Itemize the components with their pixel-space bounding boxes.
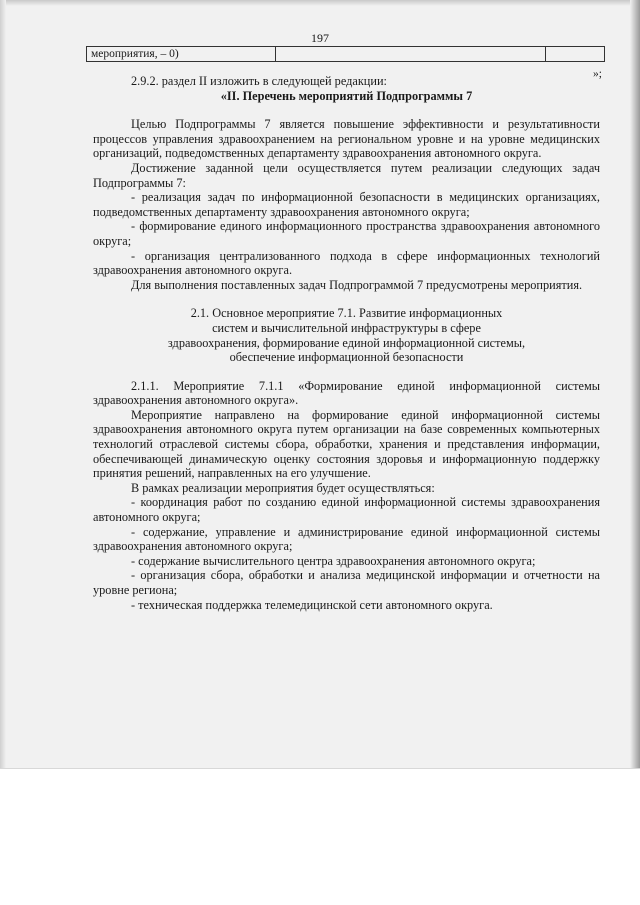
- list-item: - формирование единого информационного пространства здравоохранения автономного округа;: [93, 219, 600, 248]
- page-number: 197: [311, 31, 329, 45]
- paragraph: Для выполнения поставленных задач Подпрограммой 7 предусмотрены мероприятия.: [131, 277, 583, 292]
- scan-edge-right: [630, 0, 640, 768]
- list-item: - реализация задач по информационной безопасности в медицинских организациях, подведомственных департаменту здравоохранения автономного округа;: [93, 190, 600, 219]
- table-cell: мероприятия, – 0): [87, 47, 276, 62]
- amendment-line: 2.9.2. раздел II изложить в следующей редакции:: [131, 74, 387, 88]
- list-item: - координация работ по созданию единой информационной системы здравоохранения автономного округа;: [93, 495, 600, 525]
- subsection-heading-line: здравоохранения, формирование единой информационной системы,: [167, 335, 526, 350]
- subsection-heading-line: 2.1. Основное мероприятие 7.1. Развитие информационных: [190, 306, 503, 321]
- paragraph: Достижение заданной цели осуществляется путем реализации следующих задач Подпрограммы 7:: [93, 160, 600, 190]
- subsection-heading-line: систем и вычислительной инфраструктуры в сфере: [212, 320, 481, 335]
- list-item: - организация централизованного подхода в сфере информационных технологий здравоохранения автономного округа.: [93, 248, 600, 278]
- list-item: - техническая поддержка телемедицинской сети автономного округа.: [131, 597, 493, 612]
- list-item: - содержание, управление и администрирование единой информационной системы здравоохранения автономного округа;: [93, 524, 600, 554]
- table-cell-empty: [546, 47, 605, 62]
- scan-edge-left: [0, 0, 6, 768]
- list-item: - содержание вычислительного центра здравоохранения автономного округа;: [131, 553, 536, 568]
- subsection-heading-line: обеспечение информационной безопасности: [229, 350, 464, 365]
- table-cell-empty: [275, 47, 545, 62]
- paragraph: 2.1.1. Мероприятие 7.1.1 «Формирование единой информационной системы здравоохранения автономного округа».: [93, 378, 600, 408]
- section-title: «II. Перечень мероприятий Подпрограммы 7: [220, 88, 473, 103]
- previous-table-fragment: [86, 46, 605, 62]
- list-item: - организация сбора, обработки и анализа медицинской информации и отчетности на уровне региона;: [93, 568, 600, 597]
- document-body: [93, 74, 600, 612]
- table-row: [87, 47, 605, 62]
- paragraph: Целью Подпрограммы 7 является повышение эффективности и результативности процессов управления здравоохранением на региональном уровне и на уровне медицинских организаций, подведомственных департаменту здравоохранения автономного округа.: [93, 117, 600, 161]
- closing-quote-mark: »;: [593, 68, 602, 80]
- scan-edge-top: [0, 0, 640, 6]
- paragraph: Мероприятие направлено на формирование единой информационной системы здравоохранения автономного округа путем организации на базе современных компьютерных технологий отраслевой системы сбора, обработки, хранения и представления информации, обеспечивающей динамическую оценку состояния здоровья и информационную поддержку принятия решений, направленных на его улучшение.: [93, 407, 600, 481]
- paragraph: В рамках реализации мероприятия будет осуществляться:: [131, 480, 435, 495]
